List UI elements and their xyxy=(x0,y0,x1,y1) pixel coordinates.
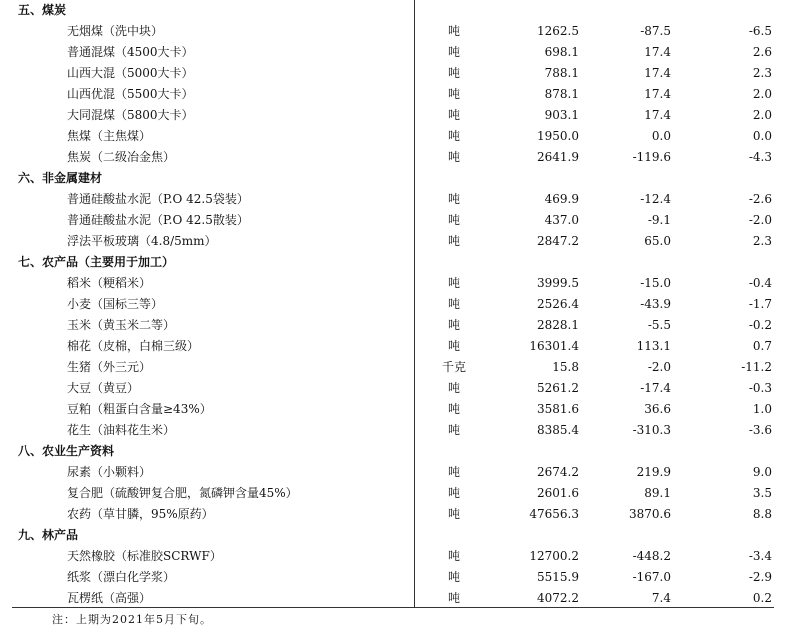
table-row xyxy=(12,357,774,378)
price-cell: 878.1 xyxy=(544,87,579,101)
product-name: 普通硅酸盐水泥（P.O 42.5袋装） xyxy=(67,192,249,206)
table-row xyxy=(12,546,774,567)
change-cell: -43.9 xyxy=(640,297,671,311)
percent-change-cell: 2.0 xyxy=(752,87,772,101)
product-name: 普通混煤（4500大卡） xyxy=(67,45,194,59)
percent-change-cell: 2.6 xyxy=(752,45,772,59)
table-row xyxy=(12,147,774,168)
price-cell: 3581.6 xyxy=(537,402,579,416)
change-cell: 0.0 xyxy=(651,129,671,143)
table-row xyxy=(12,273,774,294)
price-table xyxy=(12,0,774,609)
change-cell: -167.0 xyxy=(632,570,671,584)
change-cell: -15.0 xyxy=(640,276,671,290)
product-name: 花生（油料花生米） xyxy=(67,423,176,437)
change-cell: 113.1 xyxy=(636,339,671,353)
table-row xyxy=(12,567,774,588)
product-name: 普通硅酸盐水泥（P.O 42.5散装） xyxy=(67,213,249,227)
unit-cell: 吨 xyxy=(447,507,460,521)
table-row xyxy=(12,336,774,357)
unit-cell: 吨 xyxy=(447,150,460,164)
product-name: 焦煤（主焦煤） xyxy=(67,129,152,143)
change-cell: 17.4 xyxy=(644,45,671,59)
product-name: 棉花（皮棉，白棉三级） xyxy=(67,339,200,353)
change-cell: -310.3 xyxy=(632,423,671,437)
product-name: 浮法平板玻璃（4.8/5mm） xyxy=(67,234,217,248)
change-cell: 219.9 xyxy=(636,465,671,479)
table-row xyxy=(12,210,774,231)
unit-cell: 吨 xyxy=(447,297,460,311)
change-cell: -12.4 xyxy=(640,192,671,206)
table-row xyxy=(12,21,774,42)
unit-cell: 吨 xyxy=(447,108,460,122)
price-cell: 3999.5 xyxy=(537,276,579,290)
percent-change-cell: 0.0 xyxy=(752,129,772,143)
change-cell: -119.6 xyxy=(632,150,671,164)
change-cell: -9.1 xyxy=(647,213,671,227)
footnote: 注：上期为2021年5月下旬。 xyxy=(52,613,212,626)
table-row xyxy=(12,105,774,126)
percent-change-cell: -0.3 xyxy=(748,381,772,395)
unit-cell: 吨 xyxy=(447,339,460,353)
product-name: 无烟煤（洗中块） xyxy=(67,24,164,38)
change-cell: 7.4 xyxy=(651,591,671,605)
price-cell: 2847.2 xyxy=(537,234,579,248)
table-row xyxy=(12,483,774,504)
table-row xyxy=(12,588,774,609)
unit-cell: 吨 xyxy=(447,465,460,479)
price-cell: 903.1 xyxy=(544,108,579,122)
product-name: 农药（草甘膦，95%原药） xyxy=(67,507,214,521)
price-cell: 437.0 xyxy=(544,213,579,227)
product-name: 复合肥（硫酸钾复合肥，氮磷钾含量45%） xyxy=(67,486,298,500)
product-name: 尿素（小颗料） xyxy=(67,465,152,479)
product-name: 豆粕（粗蛋白含量≥43%） xyxy=(67,402,212,416)
section-header xyxy=(12,525,774,546)
change-cell: 36.6 xyxy=(644,402,671,416)
section-header xyxy=(12,168,774,189)
section-header xyxy=(12,0,774,21)
change-cell: 17.4 xyxy=(644,108,671,122)
percent-change-cell: -4.3 xyxy=(748,150,772,164)
product-name: 玉米（黄玉米二等） xyxy=(67,318,176,332)
percent-change-cell: -0.4 xyxy=(748,276,772,290)
unit-cell: 吨 xyxy=(447,45,460,59)
section-title: 五、煤炭 xyxy=(18,3,67,17)
table-row xyxy=(12,63,774,84)
unit-cell: 吨 xyxy=(447,234,460,248)
change-cell: -5.5 xyxy=(647,318,671,332)
percent-change-cell: -1.7 xyxy=(748,297,772,311)
table-row xyxy=(12,126,774,147)
price-cell: 5515.9 xyxy=(537,570,579,584)
unit-cell: 吨 xyxy=(447,213,460,227)
change-cell: -2.0 xyxy=(647,360,671,374)
percent-change-cell: -2.0 xyxy=(748,213,772,227)
section-header xyxy=(12,252,774,273)
price-cell: 47656.3 xyxy=(529,507,579,521)
percent-change-cell: 1.0 xyxy=(752,402,772,416)
unit-cell: 吨 xyxy=(447,591,460,605)
product-name: 稻米（粳稻米） xyxy=(67,276,152,290)
change-cell: 17.4 xyxy=(644,87,671,101)
percent-change-cell: 2.0 xyxy=(752,108,772,122)
change-cell: 89.1 xyxy=(644,486,671,500)
table-row xyxy=(12,84,774,105)
price-cell: 4072.2 xyxy=(537,591,579,605)
section-title: 六、非金属建材 xyxy=(18,171,103,185)
unit-cell: 吨 xyxy=(447,129,460,143)
price-cell: 788.1 xyxy=(544,66,579,80)
table-row xyxy=(12,189,774,210)
price-cell: 1262.5 xyxy=(537,24,579,38)
unit-cell: 吨 xyxy=(447,423,460,437)
section-title: 八、农业生产资料 xyxy=(18,444,115,458)
table-body xyxy=(12,0,774,609)
section-title: 七、农产品（主要用于加工） xyxy=(18,255,175,269)
unit-cell: 吨 xyxy=(447,192,460,206)
percent-change-cell: -3.6 xyxy=(748,423,772,437)
unit-cell: 吨 xyxy=(447,318,460,332)
unit-cell: 吨 xyxy=(447,24,460,38)
table-row xyxy=(12,504,774,525)
percent-change-cell: 2.3 xyxy=(752,234,772,248)
percent-change-cell: -2.6 xyxy=(748,192,772,206)
percent-change-cell: 9.0 xyxy=(752,465,772,479)
table-row xyxy=(12,420,774,441)
table-row xyxy=(12,315,774,336)
percent-change-cell: -6.5 xyxy=(748,24,772,38)
product-name: 大同混煤（5800大卡） xyxy=(67,108,194,122)
price-cell: 15.8 xyxy=(552,360,579,374)
price-cell: 2526.4 xyxy=(537,297,579,311)
unit-cell: 吨 xyxy=(447,381,460,395)
percent-change-cell: 2.3 xyxy=(752,66,772,80)
percent-change-cell: -11.2 xyxy=(741,360,772,374)
table-row xyxy=(12,42,774,63)
unit-cell: 吨 xyxy=(447,570,460,584)
price-cell: 8385.4 xyxy=(537,423,579,437)
price-cell: 469.9 xyxy=(544,192,579,206)
product-name: 山西大混（5000大卡） xyxy=(67,66,194,80)
percent-change-cell: -3.4 xyxy=(748,549,772,563)
percent-change-cell: 0.7 xyxy=(752,339,772,353)
percent-change-cell: 0.2 xyxy=(752,591,772,605)
price-cell: 2828.1 xyxy=(537,318,579,332)
percent-change-cell: -2.9 xyxy=(748,570,772,584)
unit-cell: 吨 xyxy=(447,87,460,101)
change-cell: 65.0 xyxy=(644,234,671,248)
unit-cell: 吨 xyxy=(447,549,460,563)
percent-change-cell: -0.2 xyxy=(748,318,772,332)
change-cell: 17.4 xyxy=(644,66,671,80)
table-bottom-rule xyxy=(12,607,774,608)
price-cell: 2674.2 xyxy=(537,465,579,479)
unit-cell: 千克 xyxy=(441,360,466,374)
unit-cell: 吨 xyxy=(447,402,460,416)
table-row xyxy=(12,294,774,315)
unit-cell: 吨 xyxy=(447,276,460,290)
price-cell: 5261.2 xyxy=(537,381,579,395)
percent-change-cell: 3.5 xyxy=(752,486,772,500)
change-cell: 3870.6 xyxy=(629,507,671,521)
product-name: 大豆（黄豆） xyxy=(67,381,140,395)
percent-change-cell: 8.8 xyxy=(752,507,772,521)
product-name: 瓦楞纸（高强） xyxy=(67,591,152,605)
price-cell: 2601.6 xyxy=(537,486,579,500)
product-name: 天然橡胶（标准胶SCRWF） xyxy=(67,549,222,563)
product-name: 小麦（国标三等） xyxy=(67,297,164,311)
price-cell: 16301.4 xyxy=(529,339,579,353)
change-cell: -17.4 xyxy=(640,381,671,395)
price-cell: 1950.0 xyxy=(537,129,579,143)
unit-cell: 吨 xyxy=(447,486,460,500)
table-row xyxy=(12,399,774,420)
product-name: 焦炭（二级冶金焦） xyxy=(67,150,176,164)
change-cell: -87.5 xyxy=(640,24,671,38)
change-cell: -448.2 xyxy=(632,549,671,563)
table-row xyxy=(12,462,774,483)
price-cell: 698.1 xyxy=(544,45,579,59)
section-title: 九、林产品 xyxy=(18,528,79,542)
price-cell: 12700.2 xyxy=(529,549,579,563)
table-row xyxy=(12,231,774,252)
product-name: 山西优混（5500大卡） xyxy=(67,87,194,101)
product-name: 纸浆（漂白化学浆） xyxy=(67,570,176,584)
section-header xyxy=(12,441,774,462)
unit-cell: 吨 xyxy=(447,66,460,80)
table-row xyxy=(12,378,774,399)
price-cell: 2641.9 xyxy=(537,150,579,164)
product-name: 生猪（外三元） xyxy=(67,360,152,374)
